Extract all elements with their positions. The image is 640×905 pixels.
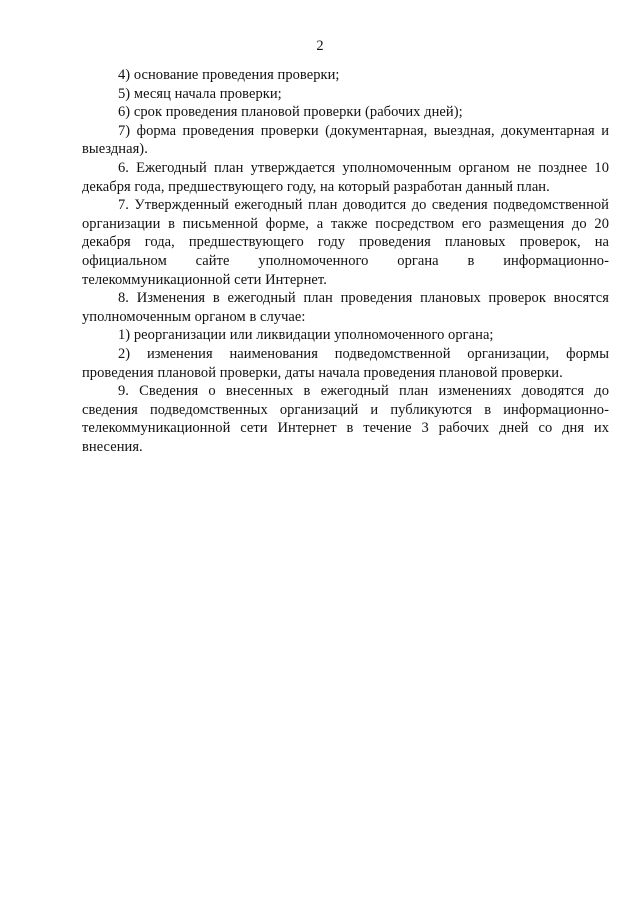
paragraph-item-6: 6) срок проведения плановой проверки (рабочих дней);	[118, 104, 463, 121]
paragraph-item-4: 4) основание проведения проверки;	[118, 67, 340, 83]
paragraph-clause-7: 7. Утвержденный ежегодный план доводится до сведения подведомственной организации в письменной форме, а также посредством его размещения до 20 декабря года, предшествующего году проведения плановых проверок, на официальном сайте уполномоченного органа в информационно-телекоммуникационной сети Интернет.	[82, 197, 609, 288]
paragraph-clause-6: 6. Ежегодный план утверждается уполномоченным органом не позднее 10 декабря года, предшествующего году, на который разработан данный план.	[82, 159, 609, 195]
paragraph-subitem-1: 1) реорганизации или ликвидации уполномоченного органа;	[118, 327, 494, 344]
paragraph-subitem-2: 2) изменения наименования подведомственной организации, формы проведения плановой проверки, даты начала проведения плановой проверки.	[82, 345, 609, 381]
paragraph-clause-9: 9. Сведения о внесенных в ежегодный план изменениях доводятся до сведения подведомственных организаций и публикуются в информационно-телекоммуникационной сети Интернет в течение 3 рабочих дней со дня их внесения.	[82, 383, 609, 455]
paragraph-clause-8: 8. Изменения в ежегодный план проведения плановых проверок вносятся уполномоченным органом в случае:	[82, 290, 609, 325]
paragraph-item-7: 7) форма проведения проверки (документарная, выездная, документарная и выездная).	[82, 122, 609, 158]
page-number: 2	[316, 38, 324, 54]
paragraph-item-5: 5) месяц начала проверки;	[118, 85, 282, 102]
document-body	[82, 66, 609, 456]
